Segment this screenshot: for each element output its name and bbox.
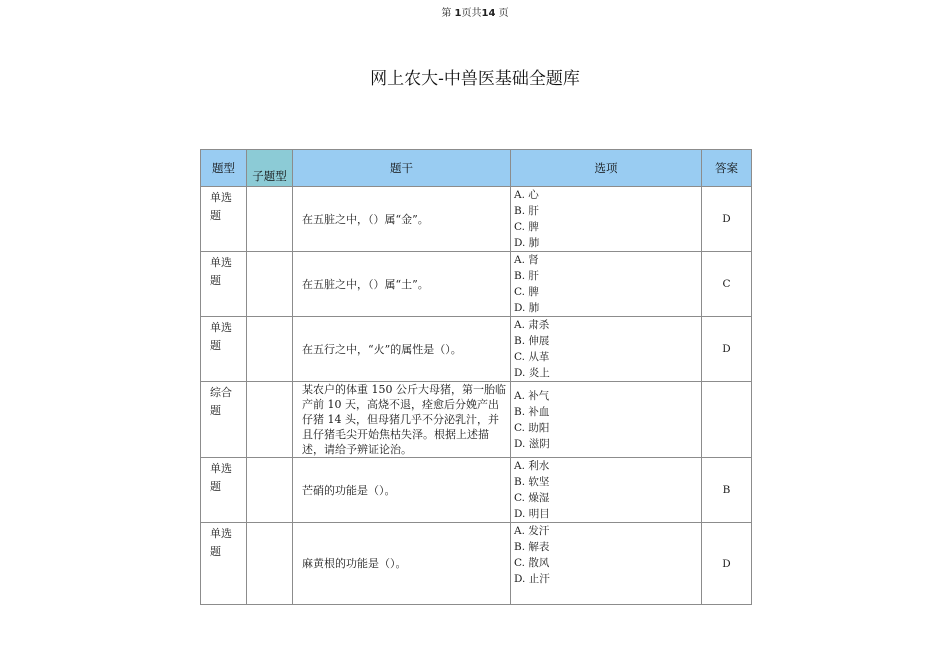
row-options	[511, 382, 702, 458]
row-subtype	[247, 382, 293, 458]
row-type: 综合题	[201, 382, 247, 458]
row-answer: D	[702, 523, 752, 605]
option-b: B. 肝	[514, 205, 539, 217]
row-stem: 芒硝的功能是（）。	[293, 458, 511, 523]
option-d: D. 炎上	[514, 367, 550, 379]
option-c: C. 脾	[514, 221, 539, 233]
table-row	[201, 523, 752, 605]
row-options	[511, 187, 702, 252]
row-answer: C	[702, 252, 752, 317]
table-row	[201, 458, 752, 523]
option-d: D. 滋阴	[514, 437, 550, 450]
page-total: 14	[481, 8, 496, 19]
option-b: B. 软坚	[514, 476, 550, 488]
option-d: D. 肺	[514, 302, 540, 314]
option-b: B. 解表	[514, 541, 550, 553]
row-stem: 在五脏之中，（）属“土”。	[293, 252, 511, 317]
row-subtype	[247, 187, 293, 252]
row-subtype	[247, 252, 293, 317]
row-type: 单选题	[201, 317, 247, 382]
page-suffix: 页	[498, 8, 509, 19]
option-b: B. 补血	[514, 405, 550, 418]
row-answer: D	[702, 187, 752, 252]
option-a: A. 肃杀	[514, 319, 550, 331]
row-stem: 在五脏之中，（）属“金”。	[293, 187, 511, 252]
page-middle: 页共	[461, 8, 482, 19]
option-c: C. 从革	[514, 351, 550, 363]
option-a: A. 利水	[514, 460, 550, 472]
header-options: 选项	[511, 150, 702, 187]
option-b: B. 伸展	[514, 335, 550, 347]
row-subtype	[247, 317, 293, 382]
option-a: A. 补气	[514, 389, 550, 402]
row-options	[511, 317, 702, 382]
option-c: C. 助阳	[514, 421, 550, 434]
option-c: C. 燥湿	[514, 492, 550, 504]
row-type: 单选题	[201, 523, 247, 605]
question-bank-table	[200, 149, 752, 605]
table-row	[201, 252, 752, 317]
row-options	[511, 458, 702, 523]
table-row	[201, 382, 752, 458]
row-options	[511, 523, 702, 605]
option-a: A. 肾	[514, 254, 539, 266]
page-number: 1	[454, 8, 462, 19]
row-options	[511, 252, 702, 317]
row-type: 单选题	[201, 187, 247, 252]
row-stem: 麻黄根的功能是（）。	[293, 523, 511, 605]
page-number-header	[0, 4, 950, 19]
header-subtype: 子题型	[247, 150, 293, 187]
table-header-row	[201, 150, 752, 187]
row-type: 单选题	[201, 458, 247, 523]
table-row	[201, 317, 752, 382]
row-subtype	[247, 458, 293, 523]
option-d: D. 止汗	[514, 573, 550, 585]
table-row	[201, 187, 752, 252]
row-answer: D	[702, 317, 752, 382]
header-type: 题型	[201, 150, 247, 187]
row-subtype	[247, 523, 293, 605]
option-c: C. 散风	[514, 557, 550, 569]
row-type: 单选题	[201, 252, 247, 317]
row-answer: B	[702, 458, 752, 523]
option-d: D. 肺	[514, 237, 540, 249]
option-a: A. 发汗	[514, 525, 550, 537]
option-b: B. 肝	[514, 270, 539, 282]
option-d: D. 明目	[514, 508, 550, 520]
header-answer: 答案	[702, 150, 752, 187]
option-a: A. 心	[514, 189, 539, 201]
option-c: C. 脾	[514, 286, 539, 298]
row-answer	[702, 382, 752, 458]
row-stem: 在五行之中，“火”的属性是（）。	[293, 317, 511, 382]
document-title: 网上农大-中兽医基础全题库	[370, 69, 580, 89]
row-stem: 某农户的体重 150 公斤大母猪，第一胎临产前 10 天，高烧不退，痊愈后分娩产出仔猪 14 头，但母猪几乎不分泌乳汁，并且仔猪毛尖开始焦枯失泽。根据上述描述，请给予辨证论治。	[293, 382, 511, 458]
page-prefix: 第	[441, 8, 452, 19]
header-stem: 题干	[293, 150, 511, 187]
